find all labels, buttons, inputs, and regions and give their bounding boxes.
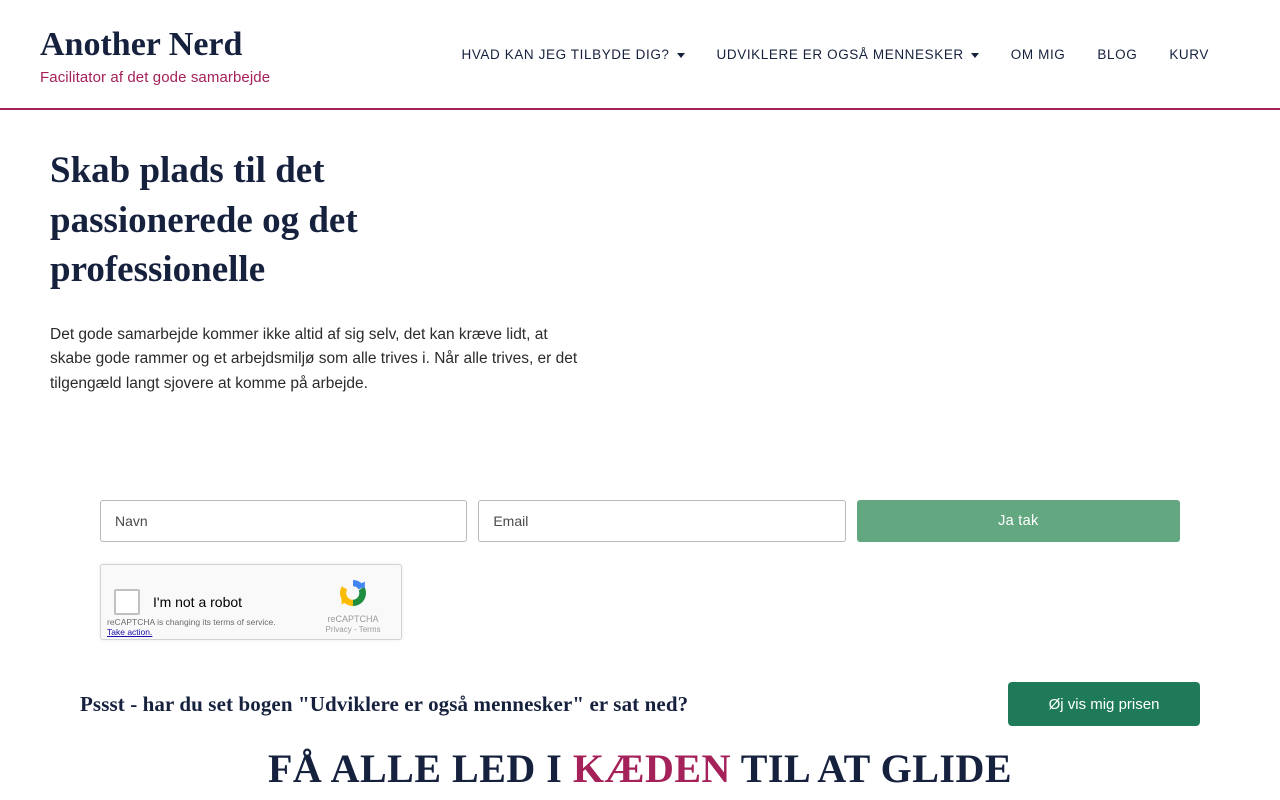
nav-label: UDVIKLERE ER OGSÅ MENNESKER [716, 46, 964, 62]
brand-tagline: Facilitator af det gode samarbejde [40, 69, 271, 87]
brand-title: Another Nerd [40, 25, 243, 63]
page-title: Skab plads til det passionerede og det professionelle [50, 150, 358, 291]
chevron-down-icon [677, 53, 685, 58]
recaptcha-checkbox[interactable] [114, 589, 140, 615]
promo-text: Pssst - har du set bogen "Udviklere er også mennesker" er sat ned? [80, 691, 689, 716]
hero-content [50, 146, 610, 412]
chevron-down-icon [971, 53, 979, 58]
nav-label: KURV [1169, 46, 1209, 62]
signup-submit-button[interactable]: Ja tak [857, 500, 1180, 542]
recaptcha-brand-name: reCAPTCHA [327, 614, 379, 624]
main-navigation [445, 37, 1240, 72]
nav-item-kurv[interactable] [1153, 37, 1225, 72]
nav-item-tilbyde[interactable] [445, 37, 700, 72]
bottom-banner [0, 745, 1280, 792]
recaptcha-branding [315, 573, 391, 634]
name-input[interactable] [100, 500, 467, 542]
nav-item-udviklere[interactable] [701, 37, 995, 72]
hero-section [0, 110, 1280, 412]
recaptcha-widget[interactable] [100, 564, 402, 640]
nav-item-om-mig[interactable] [995, 37, 1082, 72]
newsletter-signup-form [100, 500, 1180, 640]
recaptcha-logo-icon [333, 573, 373, 613]
promo-strip [0, 673, 1280, 735]
nav-label: OM MIG [1010, 46, 1066, 62]
nav-label: HVAD KAN JEG TILBYDE DIG? [461, 46, 670, 62]
promo-price-button[interactable]: Øj vis mig prisen [1008, 682, 1200, 726]
banner-heading [0, 745, 1280, 792]
recaptcha-legal-links[interactable]: Privacy - Terms [325, 625, 381, 634]
signup-fields-row [100, 500, 1180, 542]
banner-highlight: KÆDEN [572, 746, 731, 791]
banner-part-1: FÅ ALLE LED I [267, 746, 573, 791]
site-header [0, 0, 1280, 110]
recaptcha-notice: reCAPTCHA is changing its terms of service. [107, 617, 276, 627]
nav-item-blog[interactable] [1081, 37, 1153, 72]
recaptcha-take-action-link[interactable]: Take action. [107, 627, 153, 637]
email-input[interactable] [478, 500, 845, 542]
site-brand[interactable] [40, 22, 270, 86]
banner-part-2: TIL AT GLIDE [730, 746, 1013, 791]
hero-paragraph: Det gode samarbejde kommer ikke altid af sig selv, det kan kræve lidt, at skabe gode rammer og et arbejdsmiljø som alle trives i. Når alle trives, er det tilgengæld langt sjovere at komme på arbejde. [50, 325, 578, 392]
nav-label: BLOG [1097, 46, 1138, 62]
recaptcha-label: I'm not a robot [153, 594, 243, 610]
